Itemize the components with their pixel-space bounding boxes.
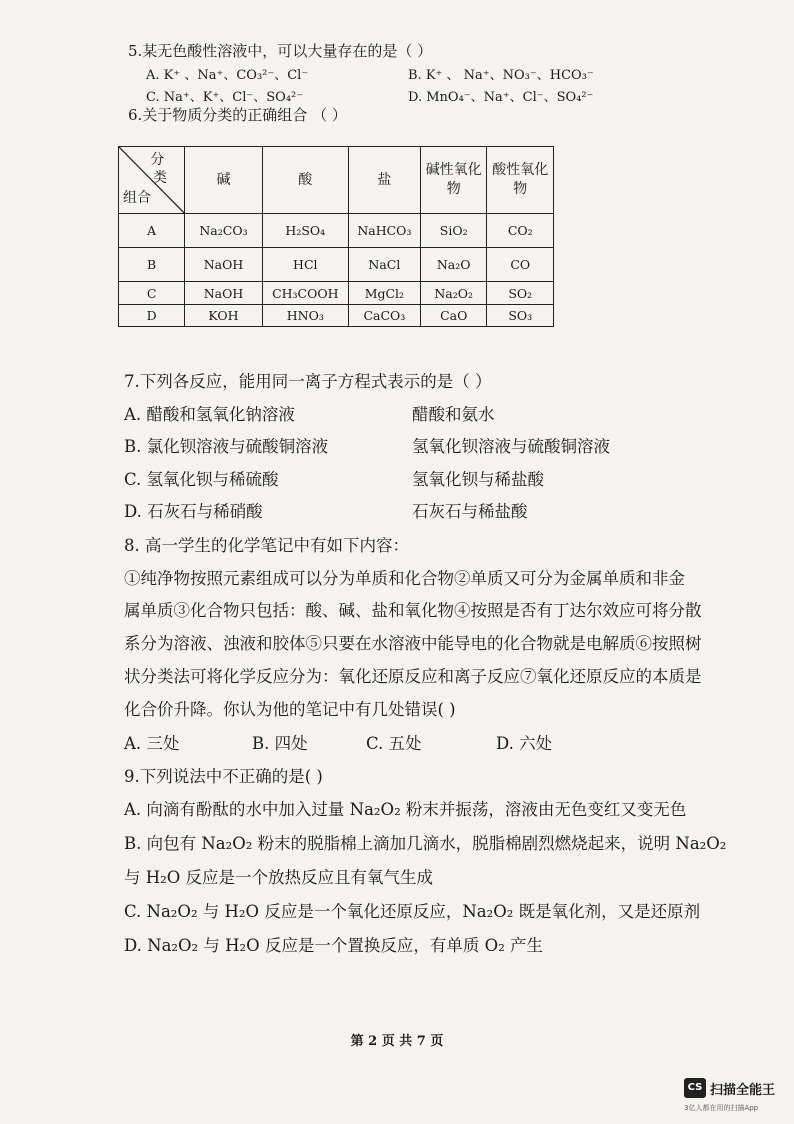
scanner-watermark xyxy=(684,1078,794,1124)
table-row xyxy=(119,282,554,305)
row-label: D xyxy=(119,305,185,327)
table-cell: Na₂O₂ xyxy=(420,282,487,305)
table-cell: MgCl₂ xyxy=(348,282,420,305)
row-label: A xyxy=(119,214,185,248)
classification-table xyxy=(118,146,554,327)
q7-option-d-left: D. 石灰石与稀硝酸 xyxy=(124,502,263,521)
table-row xyxy=(119,248,554,282)
table-cell: SO₂ xyxy=(487,282,554,305)
q8-line: 化合价升降。你认为他的笔记中有几处错误( ) xyxy=(124,700,456,719)
table-cell: NaOH xyxy=(185,282,263,305)
scanner-tagline: 3亿人都在用的扫描App xyxy=(684,1104,759,1112)
header-base: 碱 xyxy=(185,147,263,214)
table-row xyxy=(119,305,554,327)
table-cell: CH₃COOH xyxy=(262,282,348,305)
table-cell: H₂SO₄ xyxy=(262,214,348,248)
table-cell: Na₂O xyxy=(420,248,487,282)
corner-label-top: 分 xyxy=(150,152,165,168)
header-acid: 酸 xyxy=(262,147,348,214)
q8-line: ①纯净物按照元素组成可以分为单质和化合物②单质又可分为金属单质和非金 xyxy=(124,569,685,588)
table-cell: HCl xyxy=(262,248,348,282)
table-cell: NaCl xyxy=(348,248,420,282)
table-cell: HNO₃ xyxy=(262,305,348,327)
corner-label-bottom: 组合 xyxy=(123,190,151,206)
header-acidic-oxide: 酸性氧化物 xyxy=(487,147,554,214)
header-salt: 盐 xyxy=(348,147,420,214)
q5-option-c: C. Na⁺、K⁺、Cl⁻、SO₄²⁻ xyxy=(146,90,304,105)
q5-option-d: D. MnO₄⁻、Na⁺、Cl⁻、SO₄²⁻ xyxy=(408,90,594,105)
table-corner-cell xyxy=(119,147,185,214)
table-cell: Na₂CO₃ xyxy=(185,214,263,248)
table-header-row xyxy=(119,147,554,214)
table-cell: CO xyxy=(487,248,554,282)
table-cell: CO₂ xyxy=(487,214,554,248)
q7-option-b-left: B. 氯化钡溶液与硫酸铜溶液 xyxy=(124,437,329,456)
corner-label-mid: 类 xyxy=(153,170,167,186)
table-cell: CaCO₃ xyxy=(348,305,420,327)
q8-line: 属单质③化合物只包括：酸、碱、盐和氧化物④按照是否有丁达尔效应可将分散 xyxy=(124,601,702,620)
table-row xyxy=(119,214,554,248)
table-cell: NaOH xyxy=(185,248,263,282)
row-label: B xyxy=(119,248,185,282)
q8-option-a: A. 三处 xyxy=(124,734,180,753)
q9-stem: 9.下列说法中不正确的是( ) xyxy=(124,767,323,786)
q8-option-c: C. 五处 xyxy=(366,734,422,753)
q9-option-d: D. Na₂O₂ 与 H₂O 反应是一个置换反应，有单质 O₂ 产生 xyxy=(124,936,544,955)
q6-stem: 6.关于物质分类的正确组合 （ ） xyxy=(128,106,347,124)
row-label: C xyxy=(119,282,185,305)
q8-line: 系分为溶液、浊液和胶体⑤只要在水溶液中能导电的化合物就是电解质⑥按照树 xyxy=(124,634,702,653)
q5-stem: 5.某无色酸性溶液中，可以大量存在的是（ ） xyxy=(128,42,433,60)
q7-option-d-right: 石灰石与稀盐酸 xyxy=(412,502,528,521)
q7-option-a-left: A. 醋酸和氢氧化钠溶液 xyxy=(124,405,295,424)
table-cell: SO₃ xyxy=(487,305,554,327)
header-basic-oxide: 碱性氧化物 xyxy=(420,147,487,214)
q8-line: 状分类法可将化学反应分为：氧化还原反应和离子反应⑦氧化还原反应的本质是 xyxy=(124,667,702,686)
table-cell: SiO₂ xyxy=(420,214,487,248)
q5-option-a: A. K⁺ 、Na⁺、CO₃²⁻、Cl⁻ xyxy=(146,68,309,83)
q8-option-d: D. 六处 xyxy=(496,734,553,753)
q7-option-a-right: 醋酸和氨水 xyxy=(412,405,495,424)
q7-option-c-left: C. 氢氧化钡与稀硫酸 xyxy=(124,470,279,489)
q7-option-b-right: 氢氧化钡溶液与硫酸铜溶液 xyxy=(412,437,610,456)
q9-option-b-cont: 与 H₂O 反应是一个放热反应且有氧气生成 xyxy=(124,868,434,887)
scanner-app-name: 扫描全能王 xyxy=(710,1083,776,1098)
q8-option-b: B. 四处 xyxy=(252,734,308,753)
q9-option-c: C. Na₂O₂ 与 H₂O 反应是一个氧化还原反应，Na₂O₂ 既是氧化剂，又是还原剂 xyxy=(124,902,701,921)
page-footer: 第 2 页 共 7 页 xyxy=(350,1034,444,1049)
cs-logo-icon: CS xyxy=(684,1078,706,1098)
q7-option-c-right: 氢氧化钡与稀盐酸 xyxy=(412,470,544,489)
q5-option-b: B. K⁺ 、 Na⁺、NO₃⁻、HCO₃⁻ xyxy=(408,68,594,83)
q7-stem: 7.下列各反应，能用同一离子方程式表示的是（ ） xyxy=(124,372,492,391)
q9-option-b: B. 向包有 Na₂O₂ 粉末的脱脂棉上滴加几滴水，脱脂棉剧烈燃烧起来，说明 Na₂O₂ xyxy=(124,834,727,853)
table-cell: NaHCO₃ xyxy=(348,214,420,248)
table-cell: CaO xyxy=(420,305,487,327)
q9-option-a: A. 向滴有酚酞的水中加入过量 Na₂O₂ 粉末并振荡，溶液由无色变红又变无色 xyxy=(124,800,687,819)
table-cell: KOH xyxy=(185,305,263,327)
q8-stem: 8. 高一学生的化学笔记中有如下内容： xyxy=(124,536,409,555)
